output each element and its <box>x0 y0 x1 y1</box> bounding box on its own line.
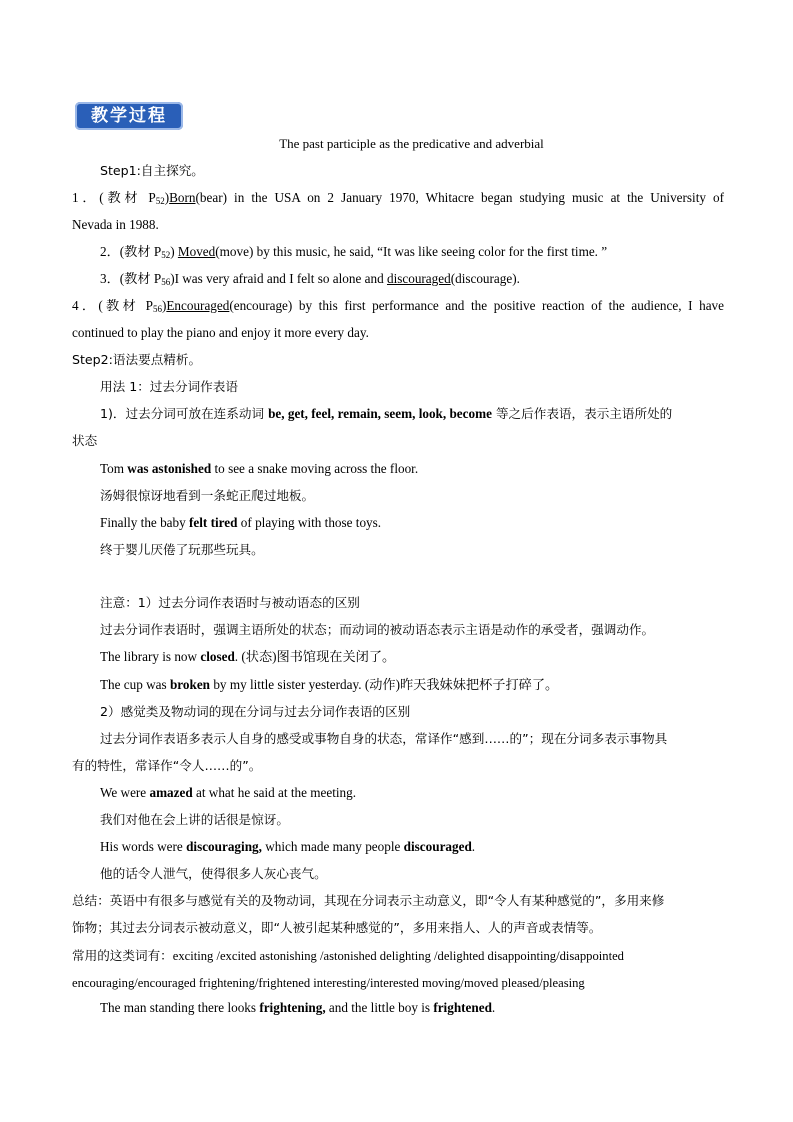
rule-1: 1)．过去分词可放在连系动词 be, get, feel, remain, seem, look, become 等之后作表语，表示主语所处的 <box>100 406 673 421</box>
step1-heading: Step1:自主探究。 <box>100 163 204 178</box>
answer-born: Born <box>169 190 196 205</box>
section-badge: 教学过程 <box>75 102 183 130</box>
exercise-3: 3．(教材 $P_{56})I$ was very afraid and I felt so alone and discouraged(discourage). <box>100 271 520 287</box>
note-2-cont: 有的特性，常译作“令人……的”。 <box>72 758 262 773</box>
note-2: 2）感觉类及物动词的现在分词与过去分词作表语的区别 <box>100 704 411 719</box>
exercise-4: 4．(教材 $P_{56})Encouraged(encourage)$ by this first performance and the positive reaction of the audience, I have <box>72 298 724 314</box>
example-7: The man standing there looks frightening, and the little boy is frightened. <box>100 1000 496 1015</box>
example-5: We were amazed at what he said at the meeting. <box>100 785 357 800</box>
note-2-text: 过去分词作表语多表示人自身的感受或事物自身的状态，常译作“感到……的”；现在分词多表示事物具 <box>100 731 668 746</box>
example-1: Tom was astonished to see a snake moving across the floor. <box>100 461 419 476</box>
usage-1-heading: 用法 1：过去分词作表语 <box>100 379 238 394</box>
example-1-zh: 汤姆很惊讶地看到一条蛇正爬过地板。 <box>100 488 315 503</box>
example-2-zh: 终于婴儿厌倦了玩那些玩具。 <box>100 542 264 557</box>
note-1: 注意：1）过去分词作表语时与被动语态的区别 <box>100 595 360 610</box>
answer-moved: Moved <box>177 244 216 259</box>
exercise-4-cont: continued to play the piano and enjoy it more every day. <box>72 325 369 340</box>
summary-cont: 饰物；其过去分词表示被动意义，即“人被引起某种感觉的”，多用来指人、人的声音或表情等。 <box>72 920 602 935</box>
example-2: Finally the baby felt tired of playing with those toys. <box>100 515 382 530</box>
step2-heading: Step2:语法要点精析。 <box>72 352 202 367</box>
example-4: The cup was broken by my little sister yesterday. (动作)昨天我妹妹把杯子打碎了。 <box>100 677 559 692</box>
answer-encouraged: Encouraged <box>166 298 230 313</box>
lesson-title: The past participle as the predicative and adverbial <box>279 136 544 151</box>
common-words-1: 常用的这类词有：exciting /excited astonishing /astonished delighting /delighted disappointing/disappointed <box>72 949 624 963</box>
example-5-zh: 我们对他在会上讲的话很是惊讶。 <box>100 812 289 827</box>
common-words-2: encouraging/encouraged frightening/frightened interesting/interested moving/moved pleased/pleasing <box>72 976 585 990</box>
summary: 总结：英语中有很多与感觉有关的及物动词，其现在分词表示主动意义，即“令人有某种感觉的”，多用来修 <box>72 893 665 908</box>
answer-discouraged: discouraged <box>386 271 451 286</box>
exercise-2: 2．(教材 $P_{52}$) Moved(move) by this music, he said, “It was like seeing color for the first time. ” <box>100 244 608 260</box>
example-3: The library is now closed. (状态)图书馆现在关闭了。 <box>100 649 396 664</box>
exercise-1-cont: Nevada in 1988. <box>72 217 159 232</box>
example-6: His words were discouraging, which made many people discouraged. <box>100 839 476 854</box>
rule-1-cont: 状态 <box>72 433 98 448</box>
example-6-zh: 他的话令人泄气，使得很多人灰心丧气。 <box>100 866 327 881</box>
note-1-text: 过去分词作表语时，强调主语所处的状态；而动词的被动语态表示主语是动作的承受者，强调动作。 <box>100 622 655 637</box>
exercise-1: 1．(教材 $P_{52})Born(bear)$ in the USA on 2 January 1970, Whitacre began studying music at the University of <box>72 190 725 206</box>
